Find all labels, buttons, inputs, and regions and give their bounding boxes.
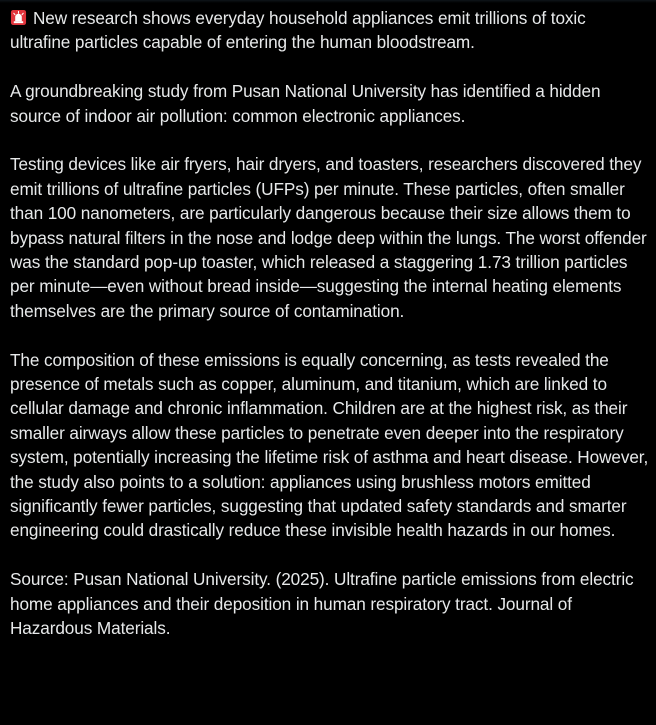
headline-text: New research shows everyday household appliances emit trillions of toxic ultrafine particles capable of entering the human bloodstream. [10,8,591,53]
post-headline [10,6,650,55]
paragraph-intro: A groundbreaking study from Pusan National University has identified a hidden source of indoor air pollution: common electronic appliances. [10,81,606,126]
paragraph-composition: The composition of these emissions is equally concerning, as tests revealed the presence of metals such as copper, aluminum, and titanium, which are linked to cellular damage and chronic inflammation. Children are at the highest risk, as their smaller airways allow these particles to penetrate even deeper into the respiratory system, potentially increasing the lifetime risk of asthma and heart disease. However, the study also points to a solution: appliances using brushless motors emitted significantly fewer particles, suggesting that updated safety standards and smarter engineering could drastically reduce these invisible health hazards in our homes. [10,349,653,541]
paragraph-testing: Testing devices like air fryers, hair dryers, and toasters, researchers discovered they emit trillions of ultrafine particles (UFPs) per minute. These particles, often smaller than 100 nanometers, are particularly dangerous because their size allows them to bypass natural filters in the nose and lodge deep within the lungs. The worst offender was the standard pop-up toaster, which released a staggering 1.73 trillion particles per minute—even without bread inside—suggesting the internal heating elements themselves are the primary source of contamination. [10,154,652,321]
paragraph-source: Source: Pusan National University. (2025). Ultrafine particle emissions from electric home appliances and their deposition in human respiratory tract. Journal of Hazardous Materials. [10,569,639,639]
post-body [10,6,653,641]
rotating-light-icon [10,9,27,26]
top-edge [0,0,656,3]
